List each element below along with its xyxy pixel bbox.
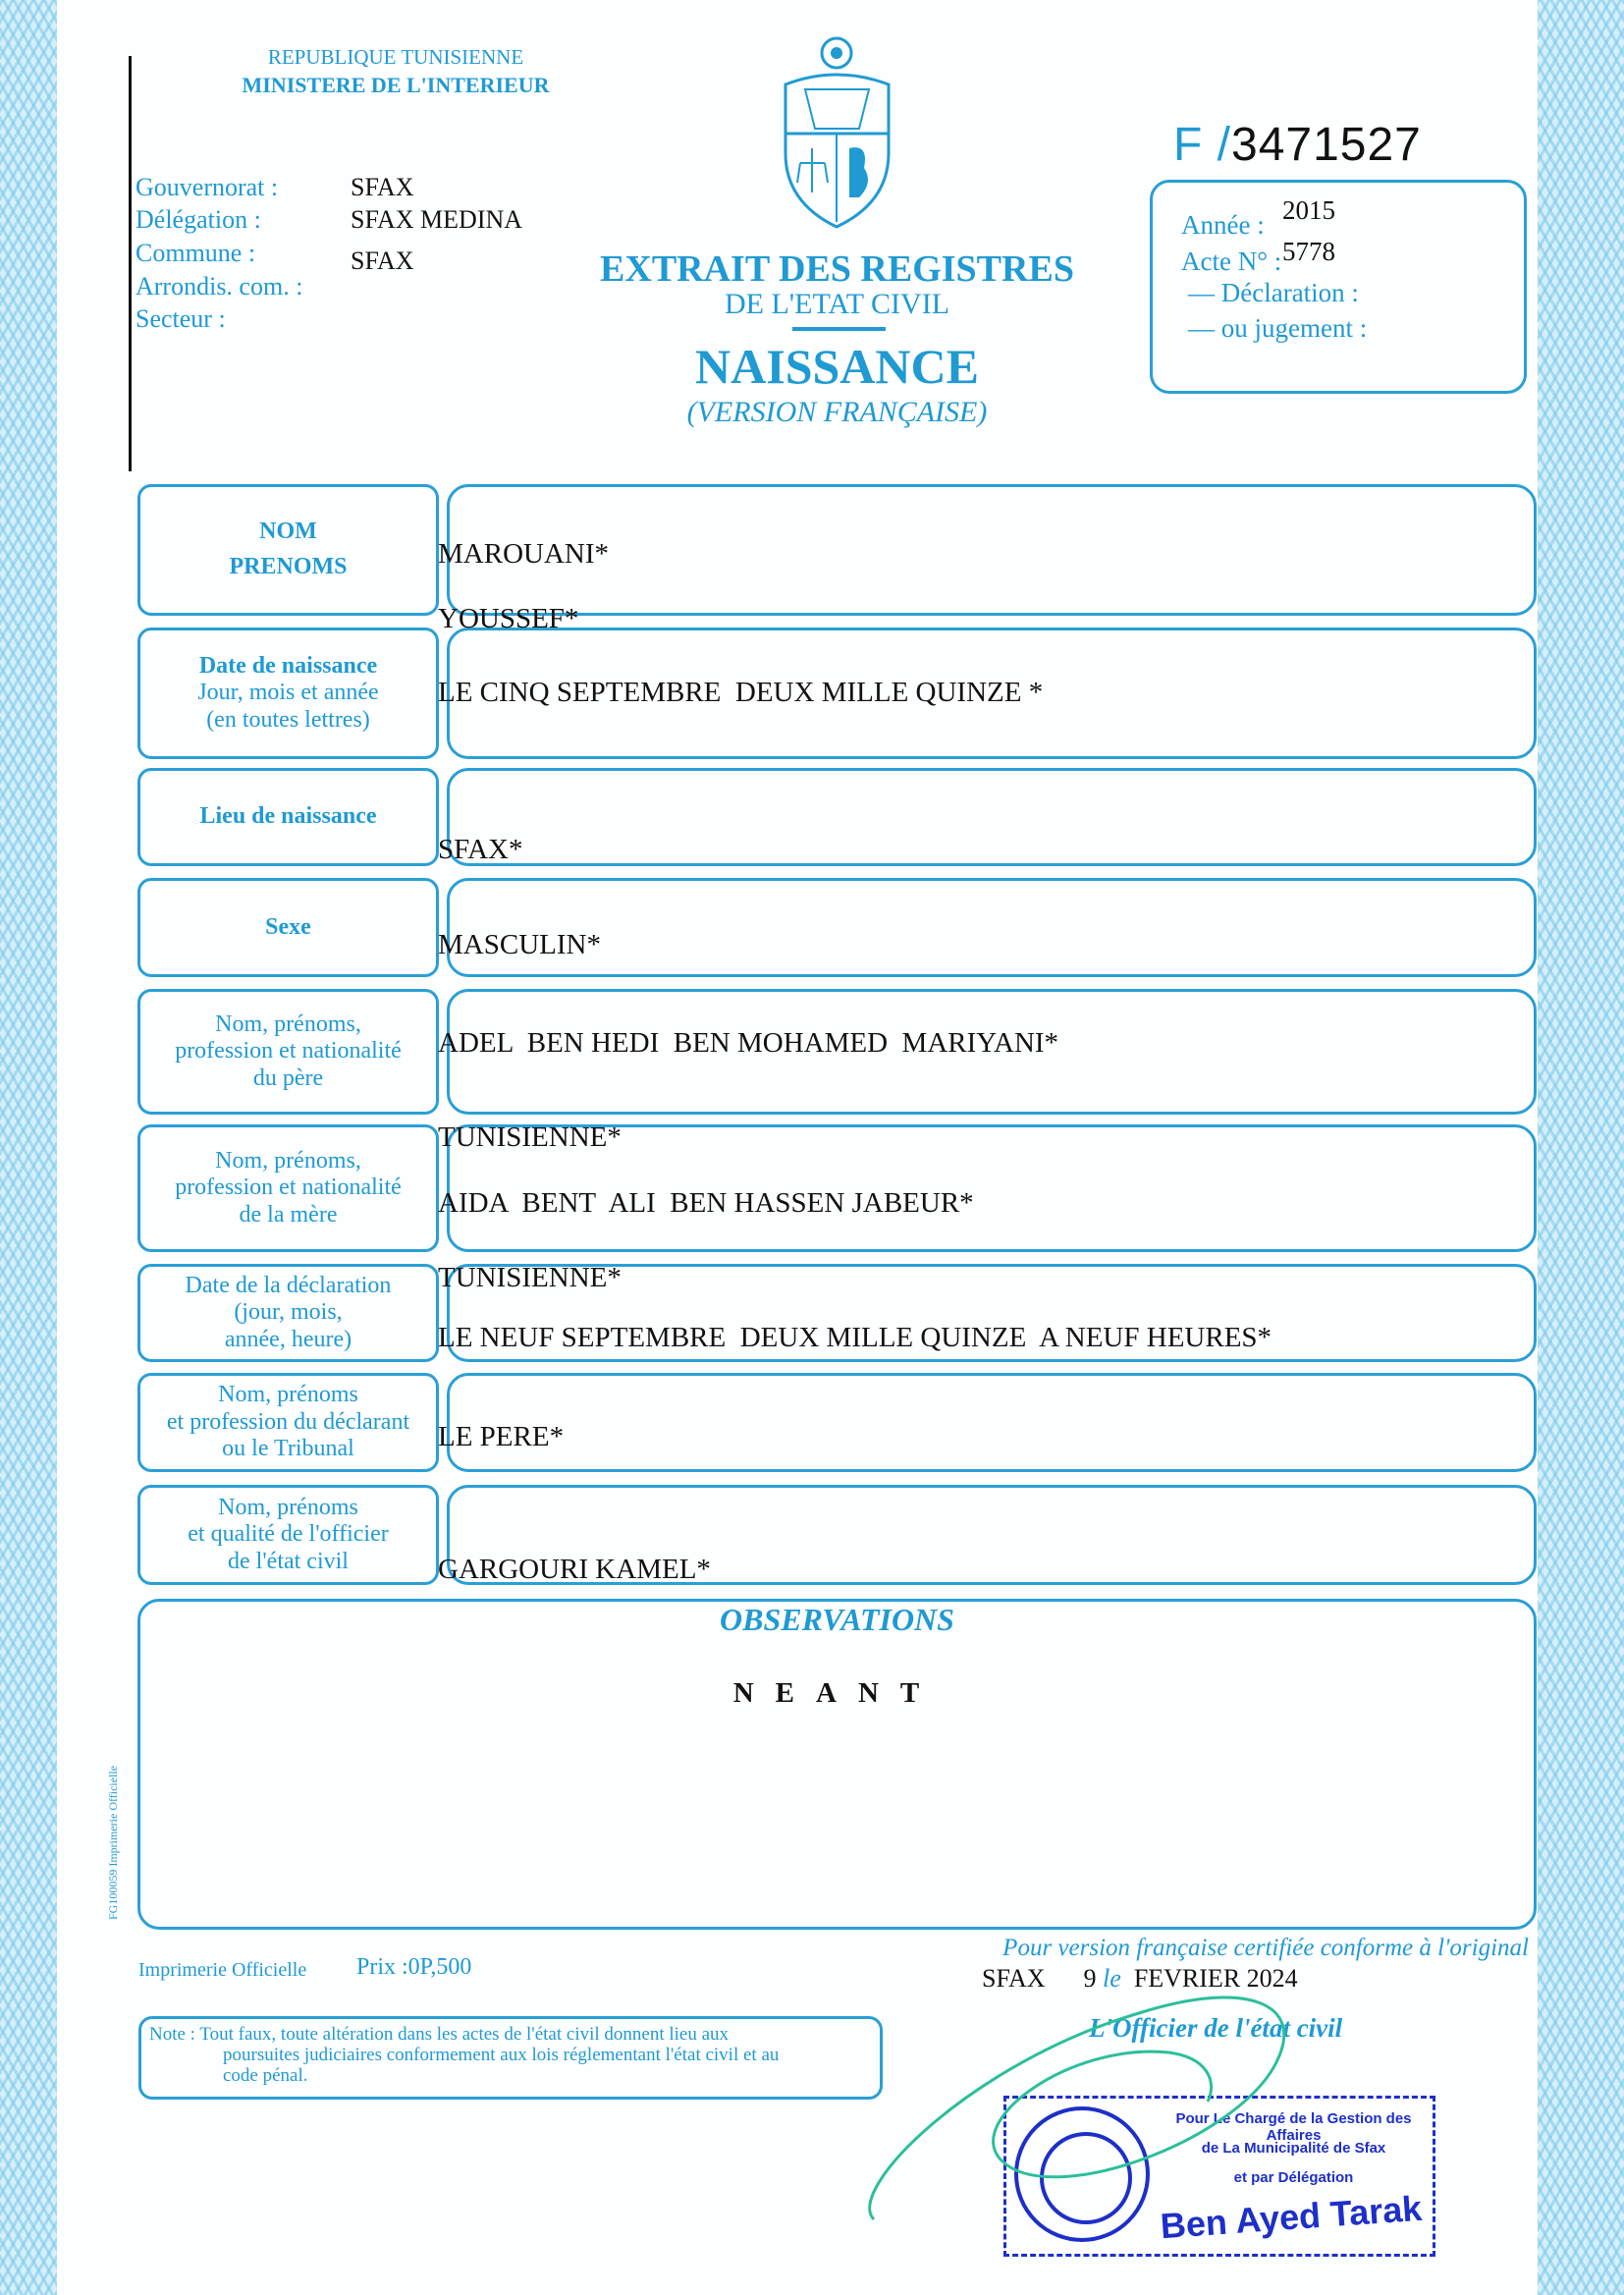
- security-border-left: [0, 0, 57, 2295]
- observations-title: OBSERVATIONS: [720, 1602, 954, 1637]
- gouvernorat-label: Gouvernorat :: [135, 173, 279, 201]
- serial-number: [1173, 118, 1422, 172]
- jugement-label: — ou jugement :: [1188, 313, 1368, 343]
- serial-digits: 3471527: [1231, 119, 1422, 171]
- ministry-heading: MINISTERE DE L'INTERIEUR: [242, 73, 550, 97]
- label-line: PRENOMS: [229, 554, 348, 579]
- label-declarant: [137, 1373, 439, 1472]
- certification-text: Pour version française certifiée conforme à l'original: [1002, 1935, 1529, 1961]
- value-declarant: LE PERE*: [438, 1421, 565, 1452]
- value-lieu-naissance: SFAX*: [438, 834, 523, 865]
- observations-box: [137, 1599, 1537, 1930]
- stamp-name: Ben Ayed Tarak: [1159, 2187, 1424, 2247]
- security-border-right: [1538, 0, 1624, 2295]
- value-box-declarant: [447, 1373, 1537, 1472]
- label-line: de l'état civil: [228, 1548, 349, 1574]
- label-line: ou le Tribunal: [222, 1436, 354, 1462]
- label-line: année, heure): [224, 1326, 352, 1352]
- label-mere: [137, 1124, 439, 1252]
- value-mere-nom: AIDA BENT ALI BEN HASSEN JABEUR*: [438, 1187, 974, 1219]
- label-line: de la mère: [239, 1201, 338, 1228]
- label-line: Jour, mois et année: [197, 680, 379, 706]
- label-line: Sexe: [265, 913, 311, 940]
- label-line: Lieu de naissance: [199, 803, 377, 830]
- commune-value: SFAX: [351, 246, 414, 275]
- label-sexe: [137, 878, 439, 977]
- value-pere-nationalite: TUNISIENNE*: [438, 1121, 622, 1153]
- observations-value: NEANT: [732, 1677, 942, 1709]
- delegation-label: Délégation :: [135, 205, 261, 234]
- label-date-naissance: [137, 628, 439, 759]
- price-label: Prix :0P,500: [356, 1954, 472, 1980]
- note-line: poursuites judiciaires conformement aux lois réglementant l'état civil et au: [223, 2044, 780, 2065]
- le-label: le: [1103, 1964, 1121, 1993]
- value-box-nom: [447, 484, 1537, 616]
- value-officier: GARGOURI KAMEL*: [438, 1554, 711, 1585]
- annee-value: 2015: [1282, 195, 1335, 225]
- value-nom: MAROUANI*: [438, 538, 609, 570]
- label-date-declaration: [137, 1264, 439, 1362]
- label-line: du père: [252, 1065, 324, 1091]
- serial-prefix: F /: [1173, 119, 1231, 171]
- stamp-line: Pour Le Chargé de la Gestion des Affaires: [1175, 2110, 1412, 2144]
- value-date-naissance: LE CINQ SEPTEMBRE DEUX MILLE QUINZE *: [438, 677, 1044, 708]
- commune-label: Commune :: [135, 239, 256, 267]
- issue-place: SFAX: [982, 1964, 1046, 1993]
- label-line: Nom, prénoms,: [215, 1147, 361, 1174]
- label-nom-prenoms: [137, 484, 439, 616]
- version-label: (VERSION FRANÇAISE): [686, 396, 988, 428]
- arrondissement-label: Arrondis. com. :: [135, 272, 303, 301]
- value-sexe: MASCULIN*: [438, 929, 601, 960]
- title-divider: [792, 327, 886, 331]
- document-title: EXTRAIT DES REGISTRES: [600, 248, 1074, 290]
- printer-reference: FG100059 Imprimerie Officielle: [106, 1765, 120, 1920]
- note-line: code pénal.: [223, 2064, 308, 2086]
- label-line: profession et nationalité: [175, 1038, 402, 1065]
- label-line: et profession du déclarant: [166, 1408, 410, 1435]
- value-pere-nom: ADEL BEN HEDI BEN MOHAMED MARIYANI*: [438, 1027, 1059, 1059]
- label-line: (jour, mois,: [234, 1299, 343, 1326]
- annee-label: Année :: [1181, 210, 1265, 240]
- document-subtitle: DE L'ETAT CIVIL: [724, 288, 950, 320]
- issue-day: 9: [1083, 1964, 1097, 1993]
- stamp-line: de La Municipalité de Sfax: [1201, 2140, 1386, 2157]
- signature-icon: [854, 1954, 1404, 2249]
- value-prenoms: YOUSSEF*: [438, 603, 579, 634]
- legal-note: [138, 2016, 883, 2100]
- label-line: profession et nationalité: [175, 1175, 402, 1201]
- label-line: NOM: [259, 519, 317, 545]
- label-line: Nom, prénoms: [218, 1494, 358, 1520]
- label-lieu-naissance: [137, 768, 439, 866]
- label-line: et qualité de l'officier: [188, 1521, 389, 1548]
- gouvernorat-value: SFAX: [351, 173, 414, 201]
- label-pere: [137, 989, 439, 1115]
- note-line: Note : Tout faux, toute altération dans les actes de l'état civil donnent lieu aux: [149, 2024, 730, 2045]
- acte-label: Acte N° :: [1181, 246, 1282, 276]
- label-line: (en toutes lettres): [206, 706, 370, 733]
- stamp-line: et par Délégation: [1233, 2169, 1354, 2186]
- label-officier: [137, 1485, 439, 1585]
- margin-line: [129, 56, 132, 471]
- republic-heading: REPUBLIQUE TUNISIENNE: [267, 45, 524, 69]
- secteur-label: Secteur :: [135, 304, 226, 333]
- coat-of-arms-emblem: [776, 35, 898, 232]
- label-line: Nom, prénoms: [218, 1382, 358, 1408]
- declaration-label: — Déclaration :: [1188, 278, 1359, 307]
- issue-month-year: FEVRIER 2024: [1133, 1964, 1298, 1993]
- printer-label: Imprimerie Officielle: [138, 1959, 307, 1981]
- value-date-declaration: LE NEUF SEPTEMBRE DEUX MILLE QUINZE A NEUF HEURES*: [438, 1322, 1272, 1353]
- act-type-heading: NAISSANCE: [695, 339, 979, 394]
- label-line: Date de naissance: [198, 652, 378, 679]
- value-box-lieu: [447, 768, 1537, 866]
- label-line: Date de la déclaration: [185, 1272, 392, 1298]
- label-line: Nom, prénoms,: [215, 1011, 361, 1037]
- acte-value: 5778: [1282, 237, 1335, 266]
- value-box-sexe: [447, 878, 1537, 977]
- value-mere-nationalite: TUNISIENNE*: [438, 1262, 622, 1293]
- delegation-value: SFAX MEDINA: [351, 205, 523, 234]
- officer-title: L'Officier de l'état civil: [1089, 2013, 1343, 2043]
